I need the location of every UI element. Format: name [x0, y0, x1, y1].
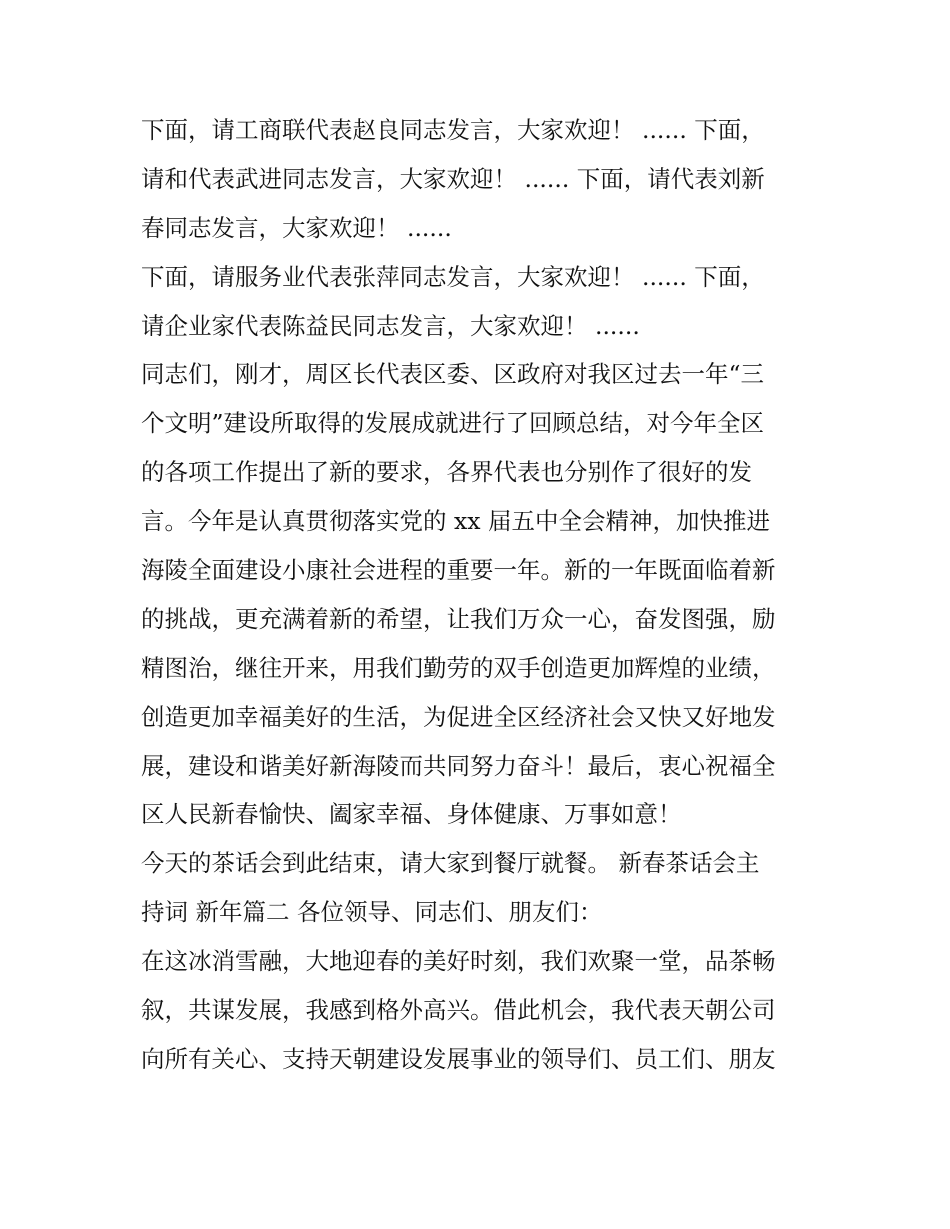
text-line: 叙，共谋发展，我感到格外高兴。借此机会，我代表天朝公司	[141, 996, 776, 1025]
text-line: 春同志发言，大家欢迎！ ......	[141, 213, 452, 242]
text-line: 精图治，继往开来，用我们勤劳的双手创造更加辉煌的业绩，	[141, 653, 776, 682]
text-line: 在这冰消雪融，大地迎春的美好时刻，我们欢聚一堂，品茶畅	[141, 947, 776, 976]
text-line: 今天的茶话会到此结束，请大家到餐厅就餐。 新春茶话会主	[141, 849, 760, 878]
text-line: 下面，请工商联代表赵良同志发言，大家欢迎！ ...... 下面，	[141, 116, 765, 144]
text-line: 的各项工作提出了新的要求，各界代表也分别作了很好的发	[141, 458, 752, 487]
text-line: 请和代表武进同志发言，大家欢迎！ ...... 下面，请代表刘新	[141, 164, 765, 193]
text-line: 展，建设和谐美好新海陵而共同努力奋斗！最后，衷心祝福全	[141, 751, 776, 780]
text-line: 个文明”建设所取得的发展成就进行了回顾总结，对今年全区	[141, 409, 765, 438]
text-line: 区人民新春愉快、阖家幸福、身体健康、万事如意！	[141, 800, 682, 829]
text-line: 向所有关心、支持天朝建设发展事业的领导们、员工们、朋友	[141, 1044, 776, 1073]
text-line: 持词 新年篇二 各位领导、同志们、朋友们：	[141, 898, 603, 927]
text-line: 请企业家代表陈益民同志发言，大家欢迎！ ......	[141, 311, 640, 340]
text-line: 同志们，刚才，周区长代表区委、区政府对我区过去一年“三	[141, 360, 765, 389]
text-line: 下面，请服务业代表张萍同志发言，大家欢迎！ ...... 下面，	[141, 262, 765, 291]
text-line: 的挑战，更充满着新的希望，让我们万众一心，奋发图强，励	[141, 604, 776, 633]
text-line: 创造更加幸福美好的生活，为促进全区经济社会又快又好地发	[141, 702, 776, 731]
document-body	[141, 106, 813, 1084]
text-line: 言。今年是认真贯彻落实党的 xx 届五中全会精神，加快推进	[141, 507, 770, 536]
text-line: 海陵全面建设小康社会进程的重要一年。新的一年既面临着新	[141, 556, 776, 585]
